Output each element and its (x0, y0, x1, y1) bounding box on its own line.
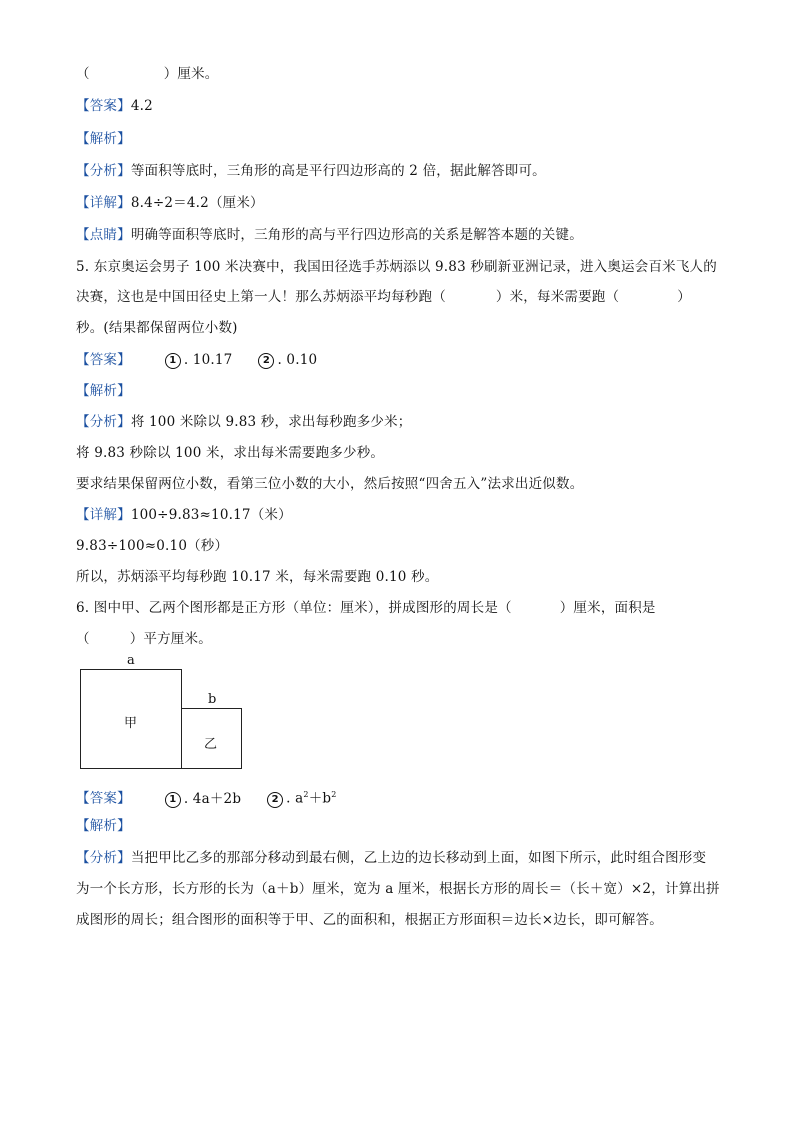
answer-value-2: . 0.10 (277, 352, 318, 368)
answer-tag: 【答案】 (76, 98, 131, 114)
q5-analysis-2: 将 9.83 秒除以 100 米，求出每米需要跑多少秒。 (76, 445, 385, 461)
q6-stem-part-d: ）平方厘米。 (129, 631, 212, 647)
q6-stem-part-a: 6. 图中甲、乙两个图形都是正方形（单位：厘米），拼成图形的周长是（ (76, 600, 512, 616)
q5-answer (76, 350, 317, 370)
q5-stem-part-c: ） (677, 289, 691, 305)
answer-value: 4.2 (130, 98, 153, 114)
remark-tag: 【点睛】 (76, 227, 131, 243)
q5-stem-part-a: 决赛，这也是中国田径史上第一人！那么苏炳添平均每秒跑（ (76, 289, 446, 305)
q5-detail-3: 所以，苏炳添平均每秒跑 10.17 米，每米需要跑 0.10 秒。 (76, 569, 439, 585)
detail-text-1: 100÷9.83≈10.17（米） (130, 507, 292, 523)
answer-value-2-mid: ＋b (308, 790, 332, 807)
answer-item-1 (165, 789, 241, 809)
label-jia: 甲 (124, 716, 138, 731)
unit-text: ）厘米。 (163, 66, 219, 82)
answer-item-1 (165, 350, 233, 370)
analysis-text-1: 当把甲比乙多的那部分移动到最右侧，乙上边的边长移动到上面，如图下所示，此时组合图形变 (130, 850, 707, 866)
q6-jiexi-tag: 【解析】 (76, 818, 131, 834)
q5-analysis-3: 要求结果保留两位小数，看第三位小数的大小，然后按照“四舍五入”法求出近似数。 (76, 476, 584, 492)
q5-stem-line3: 秒。(结果都保留两位小数) (76, 320, 238, 336)
circled-number-1: 1 (165, 353, 181, 369)
q5-jiexi-tag: 【解析】 (76, 383, 131, 399)
q6-stem-line2 (76, 629, 212, 649)
open-paren: （ (76, 66, 90, 82)
answer-item-2 (267, 785, 336, 809)
exponent-1: 2 (303, 790, 309, 799)
q5-analysis-1 (76, 412, 412, 432)
q6-analysis-1 (76, 848, 706, 868)
q6-stem-part-b: ）厘米，面积是 (559, 600, 656, 616)
q5-stem-part-b: ）米，每米需要跑（ (495, 289, 620, 305)
q6-stem-line1 (76, 598, 656, 618)
q5-detail-2: 9.83÷100≈0.10（秒） (76, 538, 229, 554)
analysis-tag: 【分析】 (76, 414, 131, 430)
answer-item-2 (258, 350, 317, 370)
q5-stem-line1: 5. 东京奥运会男子 100 米决赛中，我国田径选手苏炳添以 9.83 秒刷新亚洲记录，进入奥运会百米飞人的 (76, 259, 717, 275)
label-yi: 乙 (204, 737, 218, 752)
q4-remark (76, 225, 583, 245)
answer-tag: 【答案】 (76, 790, 131, 807)
q6-analysis-2: 为一个长方形，长方形的长为（a＋b）厘米，宽为 a 厘米，根据长方形的周长＝（长＋宽）×2，计算出拼 (76, 881, 720, 897)
answer-value-1: . 10.17 (183, 352, 233, 368)
analysis-text: 等面积等底时，三角形的高是平行四边形高的 2 倍，据此解答即可。 (130, 163, 546, 179)
circled-number-1: 1 (165, 792, 181, 808)
answer-tag: 【答案】 (76, 352, 131, 368)
q6-stem-part-c: （ (76, 631, 90, 647)
analysis-tag: 【分析】 (76, 850, 131, 866)
q4-analysis (76, 161, 546, 181)
analysis-text-1: 将 100 米除以 9.83 秒，求出每秒跑多少米； (130, 414, 412, 430)
label-b: b (208, 692, 217, 707)
q6-analysis-3: 成图形的周长；组合图形的面积等于甲、乙的面积和，根据正方形面积＝边长×边长，即可解答。 (76, 912, 663, 928)
circled-number-2: 2 (258, 353, 274, 369)
detail-tag: 【详解】 (76, 195, 131, 211)
label-a: a (127, 653, 135, 668)
q4-answer (76, 96, 153, 116)
q4-detail (76, 193, 264, 213)
circled-number-2: 2 (267, 792, 283, 808)
analysis-tag: 【分析】 (76, 163, 131, 179)
detail-text: 8.4÷2＝4.2（厘米） (130, 195, 264, 211)
answer-value-1: . 4a＋2b (183, 790, 242, 807)
exponent-2: 2 (331, 790, 337, 799)
answer-value-2-base: . a (286, 790, 304, 807)
q5-detail-1 (76, 505, 292, 525)
q4-blank-line (76, 64, 219, 84)
q5-stem-line2 (76, 287, 691, 307)
remark-text: 明确等面积等底时，三角形的高与平行四边形高的关系是解答本题的关键。 (130, 227, 583, 243)
q4-jiexi-tag: 【解析】 (76, 131, 131, 147)
detail-tag: 【详解】 (76, 507, 131, 523)
q6-answer (76, 785, 337, 809)
